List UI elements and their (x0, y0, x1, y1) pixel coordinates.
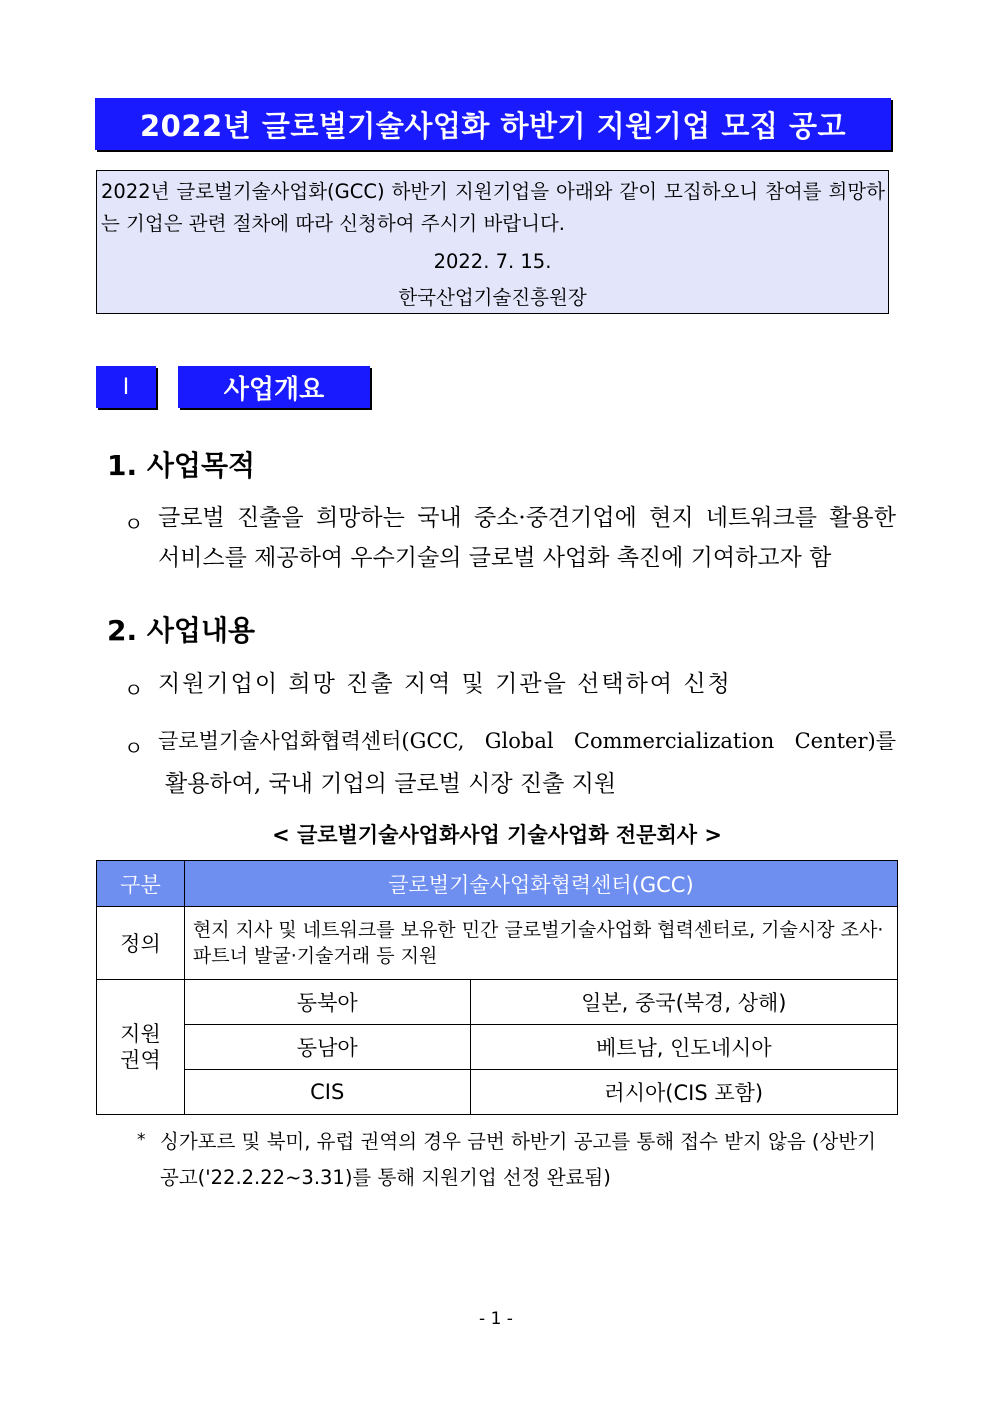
content-item-2-line-2: 활용하여, 국내 기업의 글로벌 시장 진출 지원 (165, 771, 617, 797)
definition-label: 정의 (97, 907, 185, 980)
content-heading: 2. 사업내용 (107, 614, 256, 647)
table-header-row (97, 861, 898, 907)
purpose-line-1: 글로벌 진출을 희망하는 국내 중소·중견기업에 현지 네트워크를 활용한 (158, 505, 896, 531)
content-item-2-line-1: 글로벌기술사업화협력센터(GCC, Global Commercialization Center)를 (158, 729, 896, 753)
header-category: 구분 (97, 861, 185, 907)
table-row (97, 1070, 898, 1115)
header-gcc: 글로벌기술사업화협력센터(GCC) (184, 861, 897, 907)
footnote-mark: * (137, 1130, 146, 1150)
region-countries: 일본, 중국(북경, 상해) (470, 980, 897, 1025)
region-name: CIS (184, 1070, 470, 1115)
region-label: 지원 권역 (97, 980, 185, 1115)
section-number: Ⅰ (96, 366, 156, 408)
purpose-line-2: 서비스를 제공하여 우수기술의 글로벌 사업화 촉진에 기여하고자 함 (158, 545, 832, 571)
region-name: 동북아 (184, 980, 470, 1025)
definition-row (97, 907, 898, 980)
content-item-1: 지원기업이 희망 진출 지역 및 기관을 선택하여 신청 (158, 671, 732, 697)
intro-date: 2022. 7. 15. (433, 250, 552, 273)
table-row (97, 1025, 898, 1070)
purpose-bullet: ㅇ (124, 512, 144, 536)
intro-box (96, 170, 889, 314)
definition-text: 현지 지사 및 네트워크를 보유한 민간 글로벌기술사업화 협력센터로, 기술시장 조사·파트너 발굴·기술거래 등 지원 (184, 907, 897, 980)
region-name: 동남아 (184, 1025, 470, 1070)
intro-text: 2022년 글로벌기술사업화(GCC) 하반기 지원기업을 아래와 같이 모집하오니 참여를 희망하는 기업은 관련 절차에 따라 신청하여 주시기 바랍니다. (101, 180, 885, 235)
footnote-text: 싱가포르 및 북미, 유럽 권역의 경우 금번 하반기 공고를 통해 접수 받지 않음 (상반기 공고('22.2.22~3.31)를 통해 지원기업 선정 완료됨) (160, 1130, 877, 1189)
page-number: - 1 - (479, 1309, 513, 1329)
region-countries: 러시아(CIS 포함) (470, 1070, 897, 1115)
content-bullet-1: ㅇ (124, 678, 144, 702)
intro-issuer: 한국산업기술진흥원장 (398, 286, 587, 309)
table-row (97, 980, 898, 1025)
gcc-table (96, 860, 898, 1115)
section-title: 사업개요 (178, 366, 370, 408)
purpose-heading: 1. 사업목적 (107, 449, 256, 482)
table-caption: < 글로벌기술사업화사업 기술사업화 전문회사 > (272, 823, 722, 847)
content-bullet-2: ㅇ (124, 736, 144, 760)
region-countries: 베트남, 인도네시아 (470, 1025, 897, 1070)
document-title: 2022년 글로벌기술사업화 하반기 지원기업 모집 공고 (95, 98, 891, 150)
